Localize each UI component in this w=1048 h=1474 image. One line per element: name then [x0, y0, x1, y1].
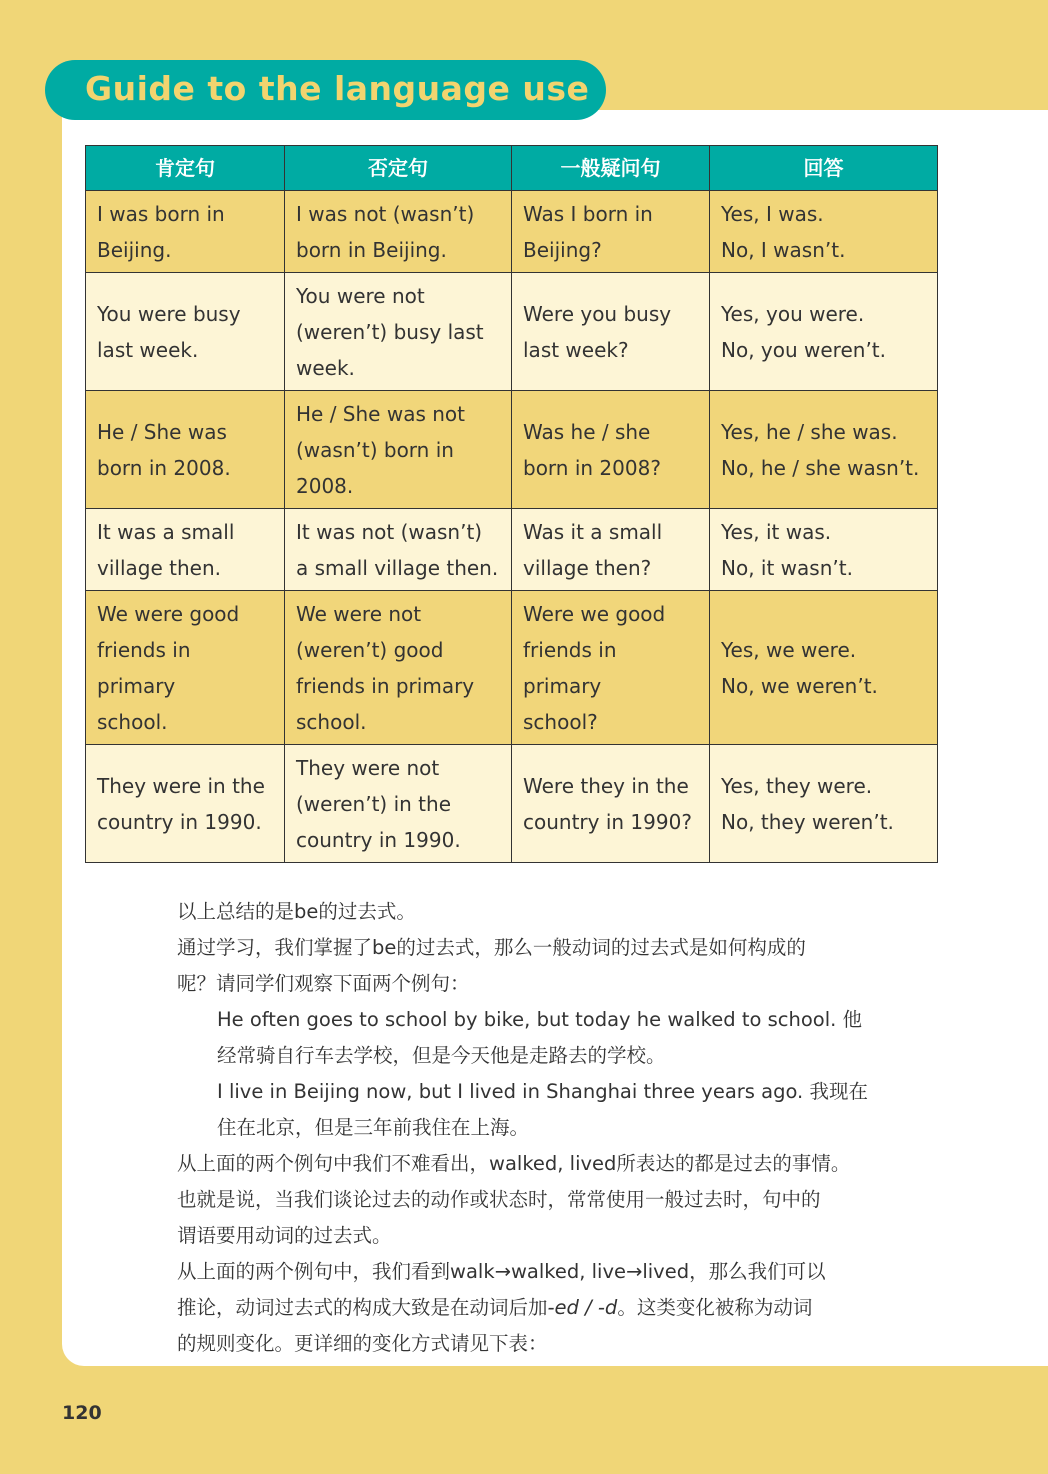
table-cell: Yes, they were. No, they weren’t.: [710, 745, 938, 863]
header-negative: 否定句: [285, 146, 512, 191]
table-cell: They were in the country in 1990.: [86, 745, 285, 863]
table-cell: You were busy last week.: [86, 273, 285, 391]
text-line: 呢？请同学们观察下面两个例句：: [177, 972, 470, 995]
text-line: [177, 1290, 868, 1326]
page-number: 120: [62, 1402, 102, 1424]
table-row: [86, 745, 938, 863]
table-cell: Yes, we were. No, we weren’t.: [710, 591, 938, 745]
table-cell: Yes, it was. No, it wasn’t.: [710, 509, 938, 591]
section-title: Guide to the language use: [85, 69, 590, 108]
table-cell: Yes, I was. No, I wasn’t.: [710, 191, 938, 273]
table-cell: He / She was born in 2008.: [86, 391, 285, 509]
text-line: 也就是说，当我们谈论过去的动作或状态时，常常使用一般过去时，句中的: [177, 1188, 821, 1211]
table-cell: They were not (weren’t) in the country in 1990.: [285, 745, 512, 863]
text-segment: 推论，动词过去式的构成大致是在动词后加: [177, 1296, 548, 1319]
table-header-row: [86, 146, 938, 191]
table-cell: It was a small village then.: [86, 509, 285, 591]
text-segment: 。这类变化被称为动词: [617, 1296, 813, 1319]
table-cell: Was I born in Beijing?: [512, 191, 710, 273]
text-line: 通过学习，我们掌握了be的过去式，那么一般动词的过去式是如何构成的: [177, 936, 806, 959]
table-cell: Were they in the country in 1990?: [512, 745, 710, 863]
table-cell: Yes, you were. No, you weren’t.: [710, 273, 938, 391]
text-line: 的规则变化。更详细的变化方式请见下表：: [177, 1332, 548, 1355]
explanation-text: [177, 894, 868, 1362]
text-line: 从上面的两个例句中我们不难看出，walked, lived所表达的都是过去的事情。: [177, 1152, 851, 1175]
header-answer: 回答: [710, 146, 938, 191]
be-past-tense-table: [85, 145, 938, 863]
table-row: [86, 191, 938, 273]
text-line: 从上面的两个例句中，我们看到walk→walked, live→lived，那么我们可以: [177, 1260, 826, 1283]
table-row: [86, 391, 938, 509]
example-line: 经常骑自行车去学校，但是今天他是走路去的学校。: [217, 1044, 666, 1067]
text-line: 以上总结的是be的过去式。: [177, 900, 416, 923]
suffix-italic: -ed / -d: [547, 1296, 618, 1319]
example-line: 住在北京，但是三年前我住在上海。: [217, 1116, 530, 1139]
example-line: I live in Beijing now, but I lived in Shanghai three years ago. 我现在: [217, 1080, 868, 1103]
table-row: [86, 509, 938, 591]
table-cell: Were we good friends in primary school?: [512, 591, 710, 745]
header-question: 一般疑问句: [512, 146, 710, 191]
table-cell: Were you busy last week?: [512, 273, 710, 391]
table-cell: We were good friends in primary school.: [86, 591, 285, 745]
section-title-banner: [45, 60, 606, 120]
table-cell: We were not (weren’t) good friends in primary school.: [285, 591, 512, 745]
table-cell: He / She was not (wasn’t) born in 2008.: [285, 391, 512, 509]
table-cell: I was not (wasn’t) born in Beijing.: [285, 191, 512, 273]
table-cell: Was he / she born in 2008?: [512, 391, 710, 509]
table-cell: You were not (weren’t) busy last week.: [285, 273, 512, 391]
example-line: He often goes to school by bike, but today he walked to school. 他: [217, 1008, 863, 1031]
table-row: [86, 591, 938, 745]
table-cell: I was born in Beijing.: [86, 191, 285, 273]
header-affirmative: 肯定句: [86, 146, 285, 191]
table-row: [86, 273, 938, 391]
table-cell: Yes, he / she was. No, he / she wasn’t.: [710, 391, 938, 509]
table-cell: Was it a small village then?: [512, 509, 710, 591]
table-cell: It was not (wasn’t) a small village then.: [285, 509, 512, 591]
text-line: 谓语要用动词的过去式。: [177, 1224, 392, 1247]
